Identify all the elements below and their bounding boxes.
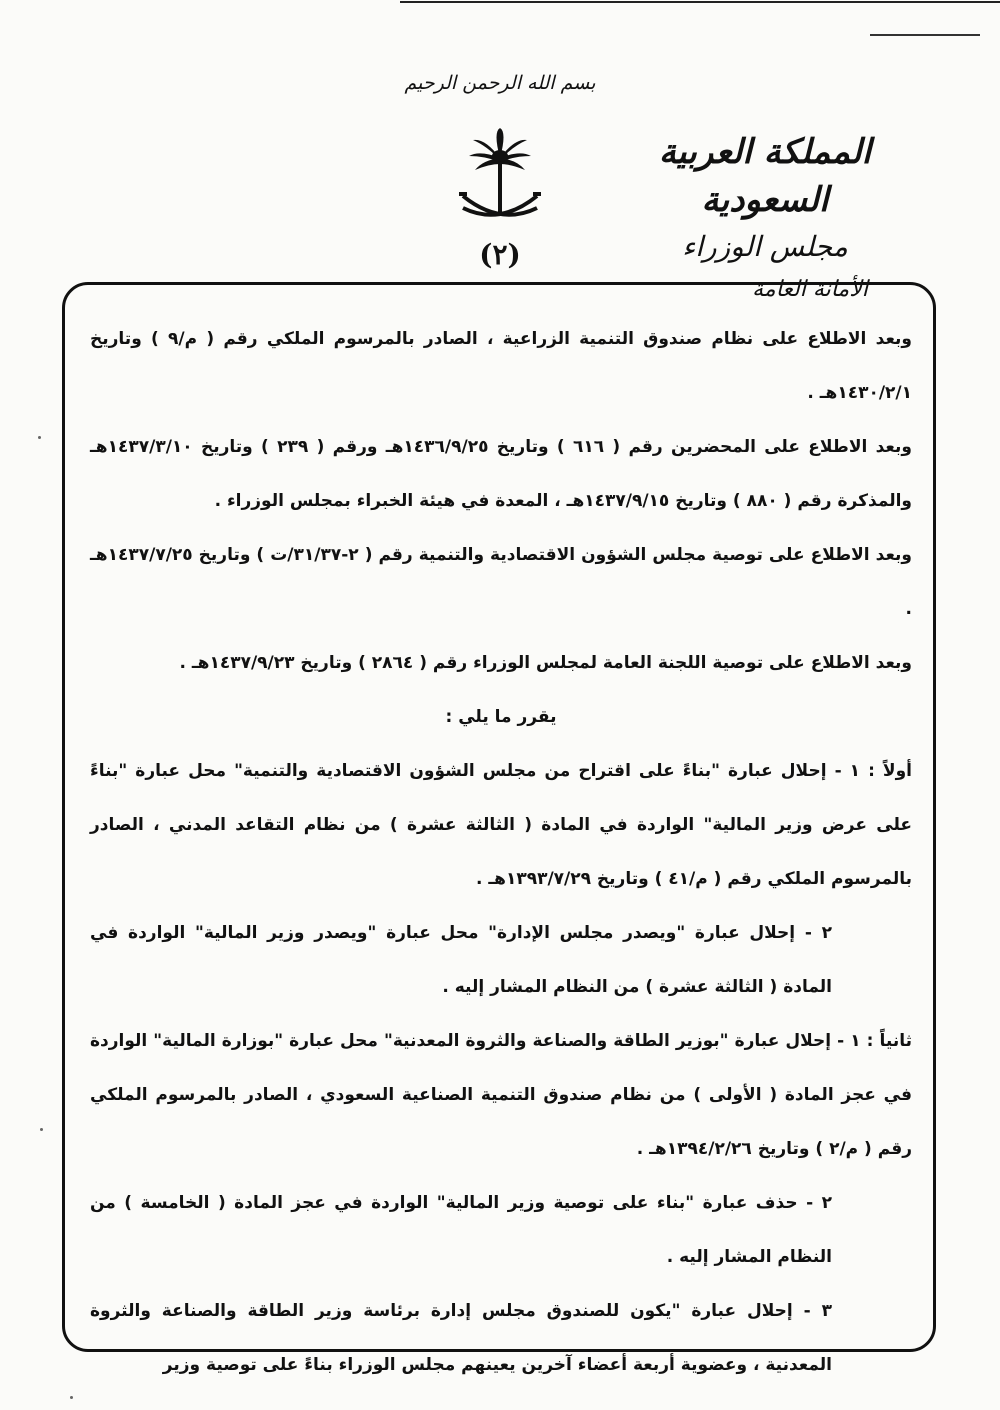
first-clause-2: ٢ - إحلال عبارة "ويصدر مجلس الإدارة" محل عبارة "ويصدر وزير المالية" الواردة في المادة ( الثالثة عشرة ) من النظام المشار إليه . (90, 923, 832, 997)
second-clause-2: ٢ - حذف عبارة "بناء على توصية وزير المالية" الواردة في عجز المادة ( الخامسة ) من النظام المشار إليه . (90, 1193, 832, 1267)
preamble-paragraph: وبعد الاطلاع على المحضرين رقم ( ٦١٦ ) وتاريخ ١٤٣٦/٩/٢٥هـ ورقم ( ٢٣٩ ) وتاريخ ١٤٣٧/٣/١٠هـ والمذكرة رقم ( ٨٨٠ ) وتاريخ ١٤٣٧/٩/١٥هـ ، المعدة في هيئة الخبراء بمجلس الوزراء . (90, 437, 912, 511)
secretariat-name: الأمانة العامة (752, 277, 868, 302)
first-clause-1: أولاً : ١ - إحلال عبارة "بناءً على اقتراح من مجلس الشؤون الاقتصادية والتنمية" محل عبارة "بناءً على عرض وزير المالية" الواردة في المادة ( الثالثة عشرة ) من نظام التقاعد المدني ، الصادر بالمرسوم الملكي رقم ( م/٤١ ) وتاريخ ١٣٩٣/٧/٢٩هـ . (90, 761, 912, 889)
corner-line (870, 34, 980, 36)
page-number: (٢) (479, 238, 521, 271)
scan-speck (40, 1128, 43, 1131)
kingdom-name: المملكة العربية السعودية (658, 132, 872, 220)
preamble-paragraph: وبعد الاطلاع على توصية مجلس الشؤون الاقتصادية والتنمية رقم ( ٢-٣١/٣٧/ت ) وتاريخ ١٤٣٧/٧/٢٥هـ . (90, 545, 912, 619)
scan-speck (38, 436, 41, 439)
scan-speck (70, 1396, 73, 1399)
second-clause-3: ٣ - إحلال عبارة "يكون للصندوق مجلس إدارة برئاسة وزير الطاقة والصناعة والثروة المعدنية ، وعضوية أربعة أعضاء آخرين يعينهم مجلس الوزراء بناءً على توصية وزير (90, 1301, 832, 1375)
second-clause-1: ثانياً : ١ - إحلال عبارة "بوزير الطاقة والصناعة والثروة المعدنية" محل عبارة "بوزارة المالية" الواردة في عجز المادة ( الأولى ) من نظام صندوق التنمية الصناعية السعودي ، الصادر بالمرسوم الملكي رقم ( م/٢ ) وتاريخ ١٣٩٤/٢/٢٦هـ . (90, 1031, 912, 1159)
council-name: مجلس الوزراء (682, 230, 848, 263)
preamble-paragraph: وبعد الاطلاع على نظام صندوق التنمية الزراعية ، الصادر بالمرسوم الملكي رقم ( م/٩ ) وتاريخ ١٤٣٠/٢/١هـ . (90, 329, 912, 403)
basmala: بسم الله الرحمن الرحيم (404, 72, 596, 94)
top-line (400, 1, 1000, 3)
document-body (90, 312, 912, 1392)
decides-heading: يقرر ما يلي : (445, 707, 557, 727)
top-rule (0, 0, 1000, 6)
saudi-emblem-icon (455, 128, 545, 238)
preamble-paragraph: وبعد الاطلاع على توصية اللجنة العامة لمجلس الوزراء رقم ( ٢٨٦٤ ) وتاريخ ١٤٣٧/٩/٢٣هـ . (179, 653, 912, 673)
